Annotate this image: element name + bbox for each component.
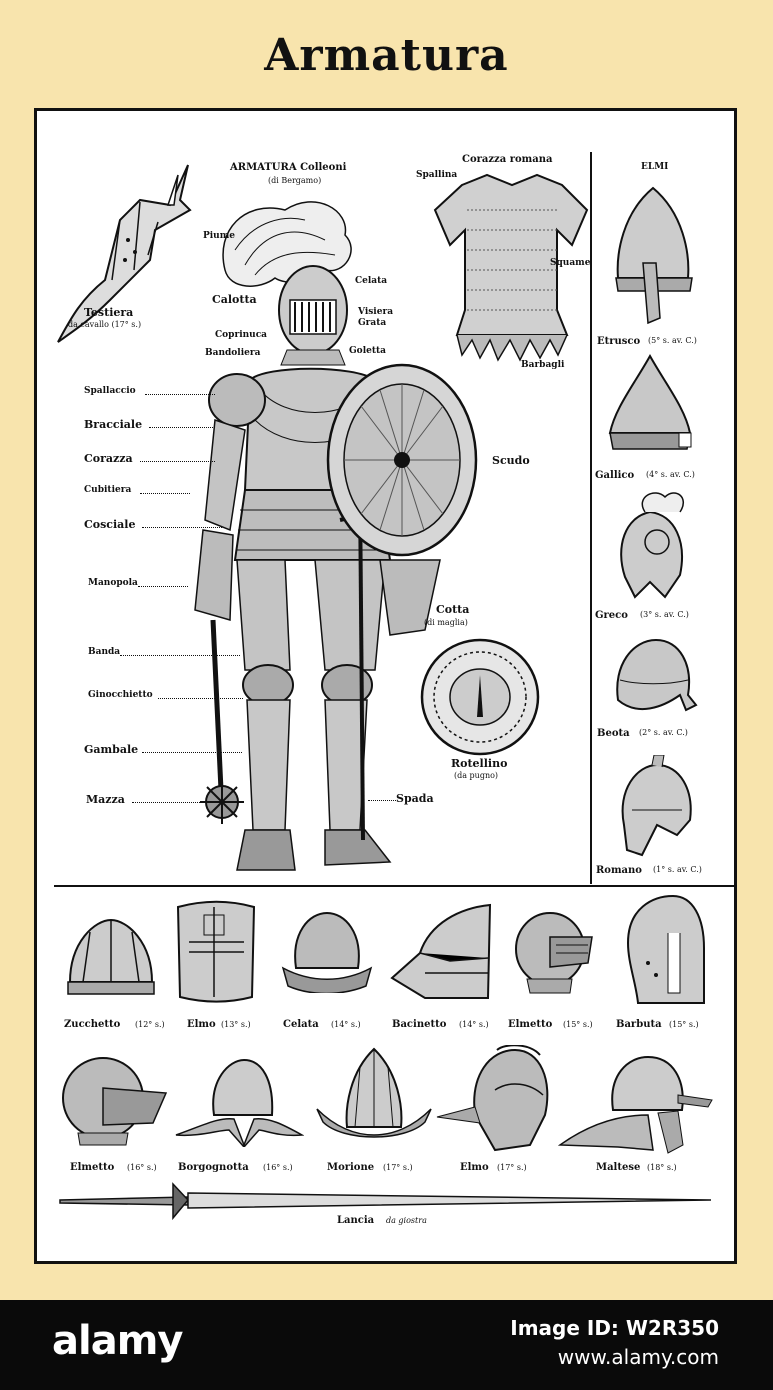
bandoliera-label: Bandoliera — [205, 348, 261, 358]
elmetto-16-illustration — [58, 1053, 168, 1148]
page-title: Armatura — [264, 30, 509, 81]
goletta-label: Goletta — [349, 346, 386, 356]
cubitiera-label: Cubitiera — [84, 485, 132, 495]
squame-label: Squame — [550, 258, 591, 268]
lancia-sub: da giostra — [386, 1216, 427, 1225]
helmet-row1-name: Bacinetto — [392, 1019, 447, 1030]
leader-line — [140, 461, 215, 462]
helmet-row1-name: Zucchetto — [64, 1019, 121, 1030]
etrusco-helmet-illustration — [608, 183, 698, 328]
visiera-label: Visiera — [358, 307, 394, 317]
helmet-row2-name: Maltese — [596, 1162, 641, 1173]
colleoni-sub: (di Bergamo) — [268, 176, 322, 185]
leader-line — [140, 493, 190, 494]
helmet-row1-date: (14° s.) — [459, 1020, 489, 1029]
helmet-row1-date: (13° s.) — [221, 1020, 251, 1029]
helmet-row1-date: (15° s.) — [563, 1020, 593, 1029]
zucchetto-illustration — [65, 912, 157, 1002]
elmi-item-date: (1° s. av. C.) — [653, 865, 702, 874]
morione-illustration — [315, 1047, 433, 1152]
leader-line — [142, 527, 222, 528]
helmet-row2-date: (17° s.) — [497, 1163, 527, 1172]
piume-label: Piume — [203, 231, 235, 241]
helmet-row2-name: Morione — [327, 1162, 375, 1173]
celata-14-illustration — [281, 908, 373, 993]
leader-line — [368, 800, 396, 801]
rotellino-illustration — [419, 637, 541, 757]
leader-line — [158, 698, 243, 699]
leader-line — [120, 655, 240, 656]
corazza-label: Corazza — [84, 452, 133, 465]
elmi-item-date: (3° s. av. C.) — [640, 610, 689, 619]
rotellino-label: Rotellino — [451, 757, 508, 770]
elmi-item-name: Romano — [596, 865, 642, 876]
elmi-item-date: (4° s. av. C.) — [646, 470, 695, 479]
helmet-row2-name: Elmo — [460, 1162, 489, 1173]
colleoni-title: ARMATURA Colleoni — [230, 162, 347, 173]
elmi-heading: ELMI — [641, 162, 669, 172]
gambale-label: Gambale — [84, 743, 139, 756]
elmi-item-name: Greco — [595, 610, 628, 621]
barbagli-label: Barbagli — [521, 360, 565, 370]
image-id: Image ID: W2R350 — [510, 1316, 719, 1340]
banda-label: Banda — [88, 647, 121, 657]
footer-info — [510, 1314, 719, 1372]
borgognotta-illustration — [174, 1055, 304, 1147]
helmet-row2-name: Borgognotta — [178, 1162, 249, 1173]
helmet-row2-date: (16° s.) — [263, 1163, 293, 1172]
leader-line — [149, 427, 215, 428]
leader-line — [138, 586, 188, 587]
helmet-row2-date: (16° s.) — [127, 1163, 157, 1172]
beota-helmet-illustration — [608, 635, 698, 720]
helmet-row1-date: (15° s.) — [669, 1020, 699, 1029]
spada-label: Spada — [396, 792, 434, 805]
elmetto-15-illustration — [512, 907, 594, 997]
coprinuca-label: Coprinuca — [215, 330, 268, 340]
manopola-label: Manopola — [88, 578, 138, 588]
brand-logo[interactable]: alamy — [52, 1318, 183, 1364]
celata-label: Celata — [355, 276, 388, 286]
elmi-item-date: (5° s. av. C.) — [648, 336, 697, 345]
greco-helmet-illustration — [605, 487, 695, 605]
elmo-17-illustration — [435, 1045, 555, 1155]
testiera-label: Testiera — [84, 306, 134, 319]
elmo-13-illustration — [174, 897, 258, 1005]
helmet-row1-date: (12° s.) — [135, 1020, 165, 1029]
grata-label: Grata — [358, 318, 387, 328]
cotta-label: Cotta — [436, 603, 470, 616]
corazza-romana-label: Corazza romana — [462, 154, 553, 165]
rotellino-sub: (da pugno) — [454, 771, 499, 780]
helmet-row2-date: (18° s.) — [647, 1163, 677, 1172]
elmi-item-name: Beota — [597, 728, 630, 739]
divider-horizontal — [54, 885, 737, 887]
leader-line — [132, 802, 202, 803]
elmi-item-name: Etrusco — [597, 336, 641, 347]
cotta-sub: (di maglia) — [424, 618, 468, 627]
elmi-item-date: (2° s. av. C.) — [639, 728, 688, 737]
spallina-label: Spallina — [416, 170, 458, 180]
leader-line — [142, 752, 242, 753]
scudo-label: Scudo — [492, 454, 530, 467]
helmet-row1-name: Elmo — [187, 1019, 216, 1030]
elmi-item-name: Gallico — [595, 470, 635, 481]
helmet-row2-date: (17° s.) — [383, 1163, 413, 1172]
maltese-illustration — [558, 1045, 714, 1155]
leader-line — [145, 394, 215, 395]
spallaccio-label: Spallaccio — [84, 386, 136, 396]
cosciale-label: Cosciale — [84, 518, 136, 531]
bacinetto-illustration — [390, 903, 494, 1003]
ginocchietto-label: Ginocchietto — [88, 690, 153, 700]
footer-url[interactable]: www.alamy.com — [557, 1345, 719, 1369]
gallico-helmet-illustration — [605, 353, 695, 458]
helmet-row1-name: Elmetto — [508, 1019, 553, 1030]
romano-helmet-illustration — [612, 755, 697, 860]
lancia-label: Lancia — [337, 1215, 375, 1226]
helmet-row1-name: Barbuta — [616, 1019, 662, 1030]
testiera-sub: da cavallo (17° s.) — [68, 320, 142, 329]
helmet-row1-date: (14° s.) — [331, 1020, 361, 1029]
barbuta-illustration — [618, 893, 706, 1008]
bracciale-label: Bracciale — [84, 418, 143, 431]
helmet-row2-name: Elmetto — [70, 1162, 115, 1173]
helmet-row1-name: Celata — [283, 1019, 319, 1030]
mazza-label: Mazza — [86, 793, 125, 806]
calotta-label: Calotta — [212, 293, 257, 306]
